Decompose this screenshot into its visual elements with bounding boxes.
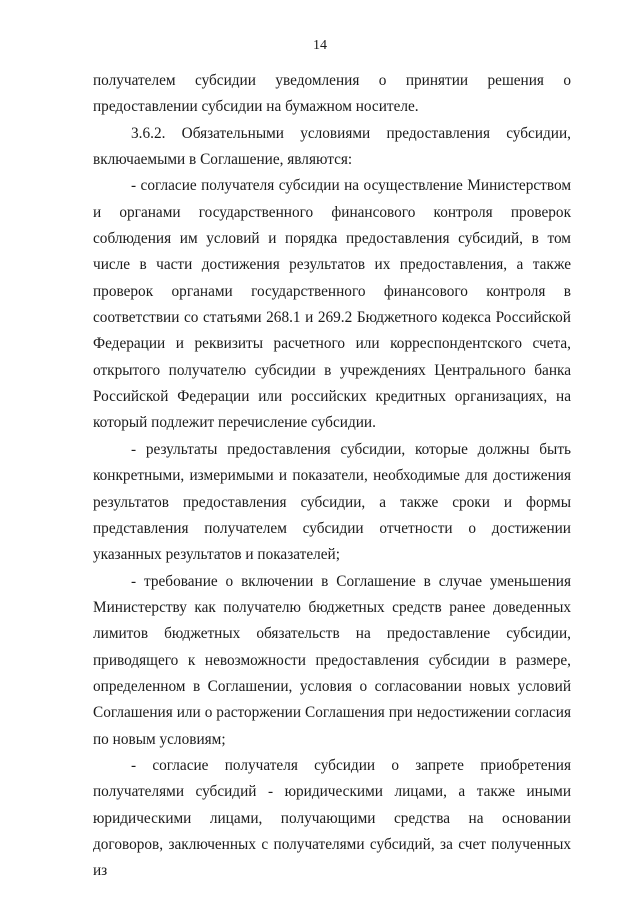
page-number: 14 [313, 38, 327, 53]
paragraph-results: - результаты предоставления субсидии, которые должны быть конкретными, измеримыми и показатели, необходимые для достижения результатов предоставления субсидии, а также сроки и формы представления получателем субсидии отчетности о достижении указанных результатов и показателей; [93, 440, 571, 564]
paragraph-continuation: получателем субсидии уведомления о принятии решения о предоставлении субсидии на бумажном носителе. [93, 72, 571, 116]
paragraph-budget-reduction: - требование о включении в Соглашение в случае уменьшения Министерству как получателю бюджетных средств ранее доведенных лимитов бюджетных обязательств на предоставление субсидии, приводящего к невозможности предоставления субсидии в размере, определенном в Соглашении, условия о согласовании новых условий Соглашения или о расторжении Соглашения при недостижении согласия по новым условиям; [93, 572, 571, 748]
paragraph-3-6-2: 3.6.2. Обязательными условиями предоставления субсидии, включаемыми в Соглашение, являются: [93, 124, 571, 169]
paragraph-currency-ban-consent: - согласие получателя субсидии о запрете приобретения получателями субсидий - юридическими лицами, а также иными юридическими лицами, получающими средства на основании договоров, заключенных с получателями субсидий, за счет полученных из [93, 756, 571, 880]
paragraph-inspection-consent: - согласие получателя субсидии на осуществление Министерством и органами государственного финансового контроля проверок соблюдения им условий и порядка предоставления субсидий, в том числе в части достижения результатов их предоставления, а также проверок органами государственного финансового контроля в соответствии со статьями 268.1 и 269.2 Бюджетного кодекса Российской Федерации и реквизиты расчетного или корреспондентского счета, открытого получателю субсидии в учреждениях Центрального банка Российской Федерации или российских кредитных организациях, на который подлежит перечисление субсидии. [93, 177, 571, 432]
document-body [93, 68, 571, 885]
